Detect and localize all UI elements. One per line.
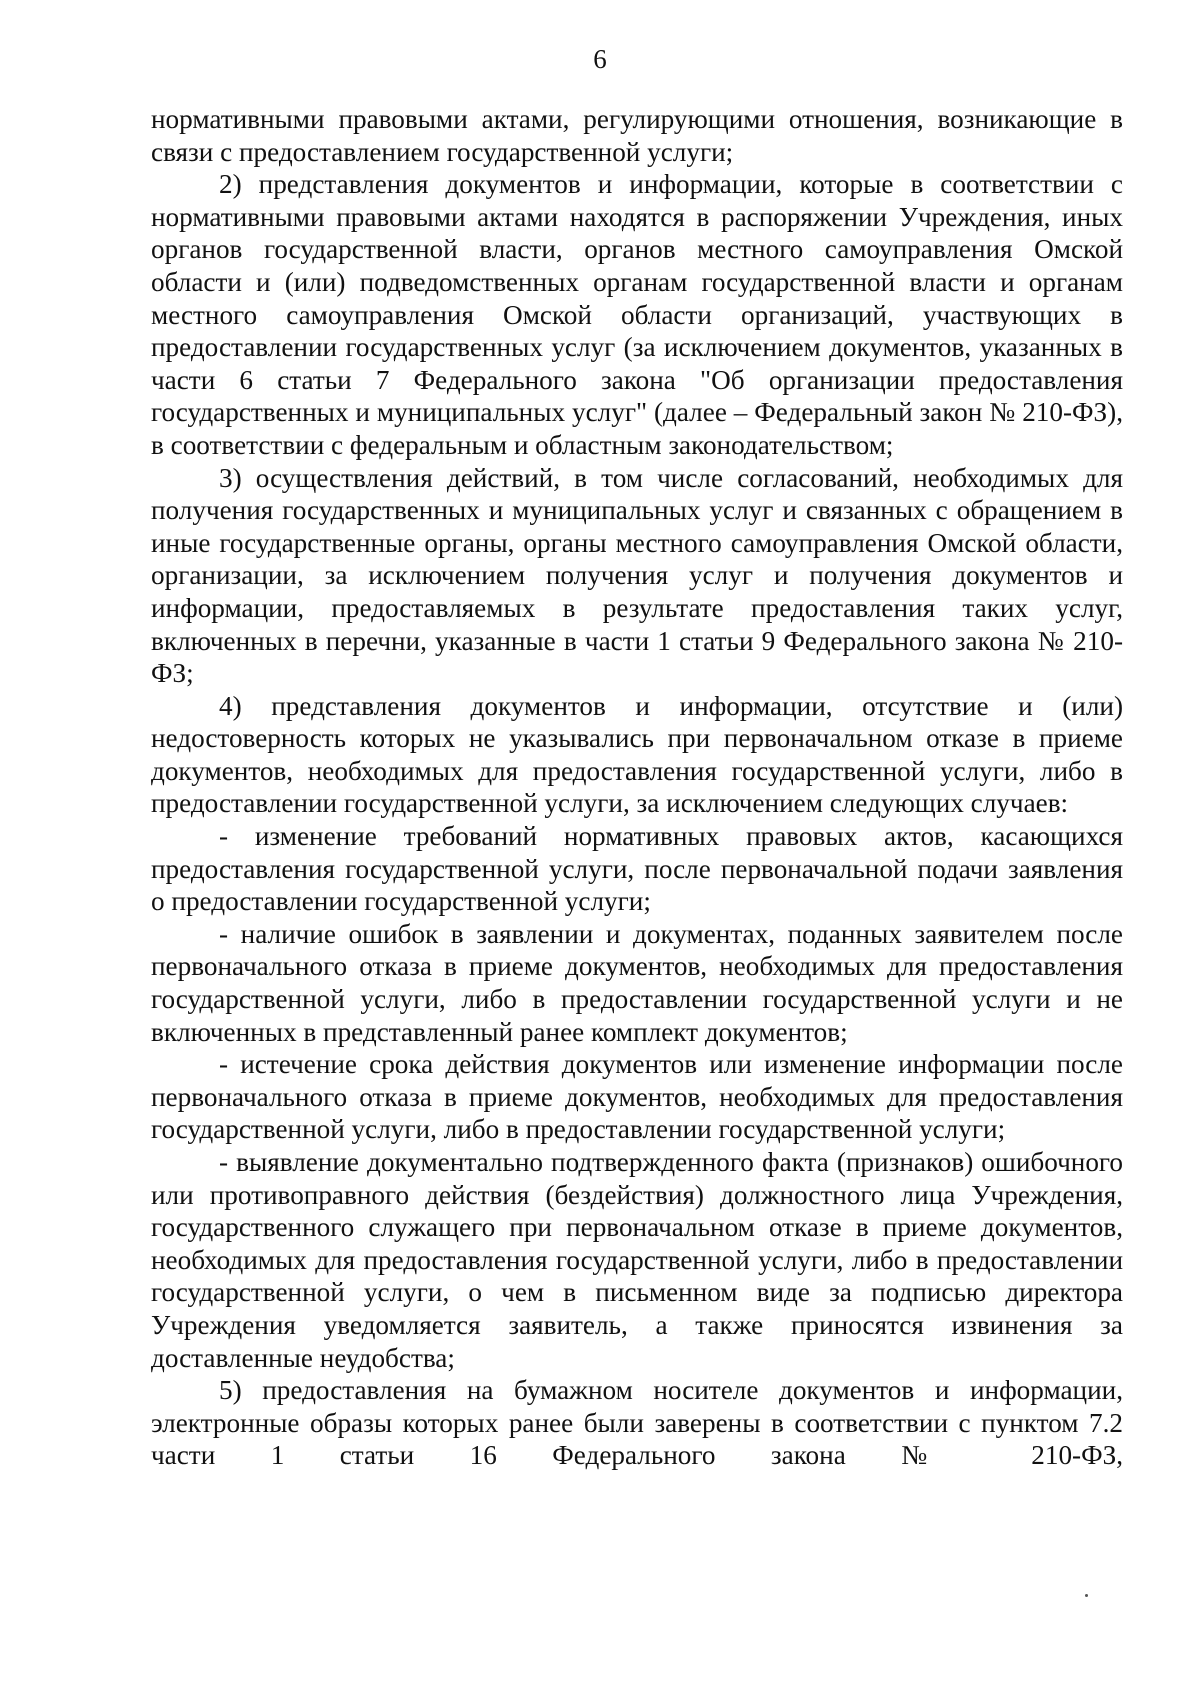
paragraph-item-5: 5) предоставления на бумажном носителе документов и информации, электронные образы которых ранее были заверены в соответствии с пунктом 7.2 части 1 статьи 16 Федерального закона № 210-ФЗ, xyxy=(151,1375,1123,1471)
scan-speck xyxy=(1085,1594,1088,1597)
page-number: 6 xyxy=(593,44,607,74)
paragraph-continuation: нормативными правовыми актами, регулирующими отношения, возникающие в связи с предоставлением государственной услуги; xyxy=(151,104,1123,167)
paragraph-item-4-case-a: - изменение требований нормативных правовых актов, касающихся предоставления государственной услуги, после первоначальной подачи заявления о предоставлении государственной услуги; xyxy=(151,821,1123,917)
paragraph-item-3: 3) осуществления действий, в том числе согласований, необходимых для получения государственных и муниципальных услуг и связанных с обращением в иные государственные органы, органы местного самоуправления Омской области, организации, за исключением получения услуг и получения документов и информации, предоставляемых в результате предоставления таких услуг, включенных в перечни, указанные в части 1 статьи 9 Федерального закона № 210-ФЗ; xyxy=(151,462,1123,689)
paragraph-item-4-case-c: - истечение срока действия документов или изменение информации после первоначального отказа в приеме документов, необходимых для предоставления государственной услуги, либо в предоставлении государственной услуги; xyxy=(151,1049,1123,1145)
paragraph-item-4: 4) представления документов и информации, отсутствие и (или) недостоверность которых не указывались при первоначальном отказе в приеме документов, необходимых для предоставления государственной услуги, либо в предоставлении государственной услуги, за исключением следующих случаев: xyxy=(151,690,1123,819)
paragraph-item-4-case-b: - наличие ошибок в заявлении и документах, поданных заявителем после первоначального отказа в приеме документов, необходимых для предоставления государственной услуги, либо в предоставлении государственной услуги и не включенных в представленный ранее комплект документов; xyxy=(151,918,1123,1047)
paragraph-item-2: 2) представления документов и информации, которые в соответствии с нормативными правовыми актами находятся в распоряжении Учреждения, иных органов государственной власти, органов местного самоуправления Омской области и (или) подведомственных органам государственной власти и органам местного самоуправления Омской области организаций, участвующих в предоставлении государственных услуг (за исключением документов, указанных в части 6 статьи 7 Федерального закона "Об организации предоставления государственных и муниципальных услуг" (далее – Федеральный закон № 210-ФЗ), в соответствии с федеральным и областным законодательством; xyxy=(151,169,1123,460)
document-body xyxy=(151,103,1123,1472)
paragraph-item-4-case-d: - выявление документально подтвержденного факта (признаков) ошибочного или противоправного действия (бездействия) должностного лица Учреждения, государственного служащего при первоначальном отказе в приеме документов, необходимых для предоставления государственной услуги, либо в предоставлении государственной услуги, о чем в письменном виде за подписью директора Учреждения уведомляется заявитель, а также приносятся извинения за доставленные неудобства; xyxy=(151,1147,1123,1373)
